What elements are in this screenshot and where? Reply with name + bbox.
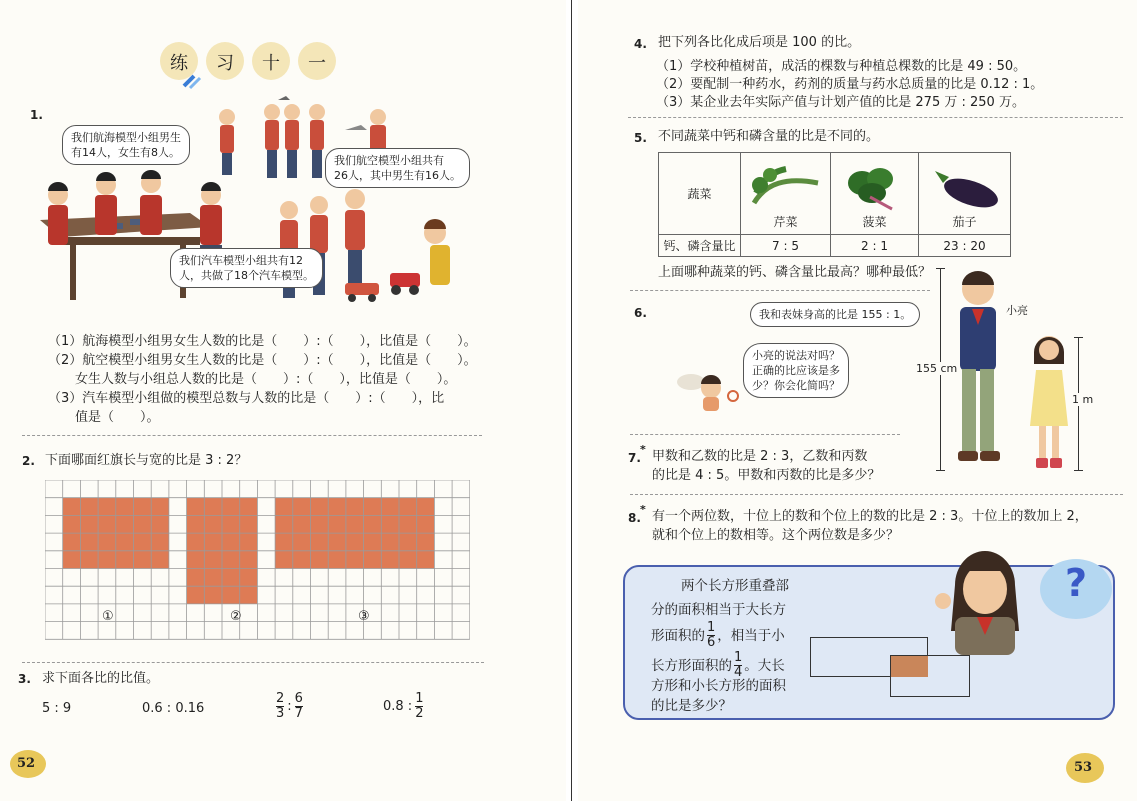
boy-name: 小亮 xyxy=(1006,304,1028,317)
question-4-item-3: （3）某企业去年实际产值与计划产值的比是 275 万 : 250 万。 xyxy=(656,95,1025,110)
page-gutter xyxy=(566,0,578,801)
right-page xyxy=(578,0,1137,801)
speech-bubble-car xyxy=(170,248,323,288)
speech-bubble-sailing xyxy=(62,125,190,165)
question-7-line: 甲数和乙数的比是 2 : 3，乙数和丙数 xyxy=(652,449,868,464)
question-1-item-2b: 女生人数与小组总人数的比是（ ）:（ ），比值是（ ）。 xyxy=(75,372,457,387)
spinach-image xyxy=(840,163,910,211)
question-4-text: 把下列各比化成后项是 100 的比。 xyxy=(658,35,861,50)
title-char: 一 xyxy=(308,53,326,74)
fraction xyxy=(707,621,715,650)
ratio-colon: : xyxy=(287,698,292,714)
ratio-lead: 0.8 : xyxy=(383,698,413,714)
challenge-line xyxy=(651,621,785,650)
divider xyxy=(22,662,484,663)
question-4-number: 4. xyxy=(634,37,647,51)
divider xyxy=(628,117,1123,118)
fraction-denominator: 2 xyxy=(415,706,424,721)
question-5-text: 不同蔬菜中钙和磷含量的比是不同的。 xyxy=(658,129,880,144)
cousin-girl xyxy=(1026,330,1072,475)
question-7-number: 7. xyxy=(628,451,641,465)
title-char: 练 xyxy=(170,53,188,74)
table-row xyxy=(659,235,1011,257)
question-1-item-3b: 值是（ ）。 xyxy=(75,410,160,425)
question-4-item-2: （2）要配制一种药水，药剂的质量与药水总质量的比是 0.12 : 1。 xyxy=(656,77,1044,92)
flag-label-3: ③ xyxy=(358,609,370,624)
left-page xyxy=(0,0,566,801)
question-3-text: 求下面各比的比值。 xyxy=(42,671,160,686)
challenge-line: 的比是多少？ xyxy=(651,698,732,714)
fraction-numerator: 1 xyxy=(734,650,743,665)
question-7-star: * xyxy=(640,443,646,456)
table-cell xyxy=(741,153,831,235)
challenge-line: 分的面积相当于大长方 xyxy=(651,602,786,618)
divider xyxy=(630,290,930,291)
speech-bubble-height: 我和表妹身高的比是 155 : 1。 xyxy=(750,302,920,327)
fraction-numerator: 6 xyxy=(294,691,303,706)
table-cell: 23 : 20 xyxy=(919,235,1011,257)
table-cell xyxy=(919,153,1011,235)
speech-bubble-aviation xyxy=(325,148,470,188)
ratio-2: 0.6 : 0.16 xyxy=(142,701,205,716)
scale-tick xyxy=(1074,470,1083,471)
question-2-number: 2. xyxy=(22,454,35,468)
exercise-title xyxy=(160,42,340,82)
bubble-line: 我们汽车模型小组共有12 xyxy=(179,254,303,267)
bubble-line: 小亮的说法对吗？ xyxy=(752,349,840,362)
boy-height-label: 155 cm xyxy=(916,362,958,375)
magnifier-icon xyxy=(180,64,206,90)
ratio-table xyxy=(658,152,1011,257)
bubble-line: 有14人，女生有8人。 xyxy=(71,146,180,159)
boy-xiaoliang xyxy=(948,265,1008,475)
veg-name: 芹菜 xyxy=(773,215,798,229)
challenge-line xyxy=(651,651,785,680)
question-8-star: * xyxy=(640,503,646,516)
fraction-denominator: 7 xyxy=(294,706,303,721)
angel-character xyxy=(673,360,743,420)
divider xyxy=(22,435,482,436)
scale-tick xyxy=(936,268,945,269)
challenge-text: 形面积的 xyxy=(651,627,705,644)
girl-height-label: 1 m xyxy=(1072,393,1094,406)
page-number: 53 xyxy=(1074,760,1093,775)
question-1-item-3: （3）汽车模型小组做的模型总数与人数的比是（ ）:（ ），比 xyxy=(48,391,445,406)
ratio-4 xyxy=(383,692,423,721)
flag-label-2: ② xyxy=(230,609,242,624)
bubble-line: 人，共做了18个汽车模型。 xyxy=(179,269,314,282)
table-cell xyxy=(831,153,919,235)
veg-name: 茄子 xyxy=(952,215,977,229)
veg-name: 菠菜 xyxy=(862,215,887,229)
scale-tick xyxy=(1074,337,1083,338)
table-cell: 7 : 5 xyxy=(741,235,831,257)
flag-label-1: ① xyxy=(102,609,114,624)
fraction xyxy=(276,692,284,721)
bubble-line: 正确的比应该是多 xyxy=(752,364,840,377)
question-7-line: 的比是 4 : 5。甲数和丙数的比是多少？ xyxy=(652,468,881,483)
small-rectangle xyxy=(890,655,970,697)
bubble-line: 26人，其中男生有16人。 xyxy=(334,169,461,182)
question-3-number: 3. xyxy=(18,672,31,686)
divider xyxy=(630,434,900,435)
question-8-number: 8. xyxy=(628,511,641,525)
question-1-item-1: （1）航海模型小组男女生人数的比是（ ）:（ ），比值是（ ）。 xyxy=(48,334,477,349)
question-2-text: 下面哪面红旗长与宽的比是 3 : 2？ xyxy=(45,453,248,468)
challenge-text: 。大长 xyxy=(744,657,785,674)
challenge-line: 两个长方形重叠部 xyxy=(681,578,789,594)
celery-image xyxy=(746,163,826,211)
page-number: 52 xyxy=(17,756,36,771)
book-spine-line xyxy=(571,0,572,801)
question-1-item-2: （2）航空模型小组男女生人数的比是（ ）:（ ），比值是（ ）。 xyxy=(48,353,477,368)
vegetable-table xyxy=(658,152,1011,257)
fraction xyxy=(734,651,742,680)
bubble-line: 我们航海模型小组男生 xyxy=(71,131,181,144)
scale-tick xyxy=(936,470,945,471)
bubble-line: 少？你会化简吗？ xyxy=(752,379,840,392)
question-6-number: 6. xyxy=(634,306,647,320)
question-4-item-1: （1）学校种植树苗，成活的棵数与种植总棵数的比是 49 : 50。 xyxy=(656,59,1027,74)
thought-bubble xyxy=(743,343,849,398)
fraction-denominator: 6 xyxy=(707,635,716,650)
divider xyxy=(630,494,1123,495)
ratio-1: 5 : 9 xyxy=(42,701,72,716)
fraction-denominator: 4 xyxy=(734,665,743,680)
table-cell: 钙、磷含量比 xyxy=(659,235,741,257)
fraction xyxy=(295,692,303,721)
question-1-number: 1. xyxy=(30,108,43,122)
flag-grid xyxy=(45,480,470,650)
ratio-3 xyxy=(276,692,303,721)
table-cell: 2 : 1 xyxy=(831,235,919,257)
model-groups-illustration xyxy=(40,95,480,315)
challenge-box xyxy=(623,561,1115,720)
title-char: 十 xyxy=(262,53,280,74)
challenge-text: ，相当于小 xyxy=(717,627,785,644)
question-8-line: 就和个位上的数相等。这个两位数是多少？ xyxy=(652,528,900,543)
table-cell: 蔬菜 xyxy=(659,153,741,235)
fraction-denominator: 3 xyxy=(276,706,285,721)
table-row xyxy=(659,153,1011,235)
title-char: 习 xyxy=(216,53,234,74)
fraction-numerator: 1 xyxy=(707,620,716,635)
fraction xyxy=(415,692,423,721)
girl-thinking xyxy=(925,545,1045,655)
bubble-line: 我们航空模型小组共有 xyxy=(334,154,444,167)
question-5-number: 5. xyxy=(634,131,647,145)
eggplant-image xyxy=(925,163,1005,211)
challenge-line: 方形和小长方形的面积 xyxy=(651,678,786,694)
question-8-line: 有一个两位数，十位上的数和个位上的数的比是 2 : 3。十位上的数加上 2， xyxy=(652,509,1088,524)
fraction-numerator: 2 xyxy=(276,691,285,706)
fraction-numerator: 1 xyxy=(415,691,424,706)
question-mark-icon: ? xyxy=(1065,561,1088,605)
challenge-text: 长方形面积的 xyxy=(651,657,732,674)
question-5-question: 上面哪种蔬菜的钙、磷含量比最高？哪种最低？ xyxy=(658,265,932,280)
